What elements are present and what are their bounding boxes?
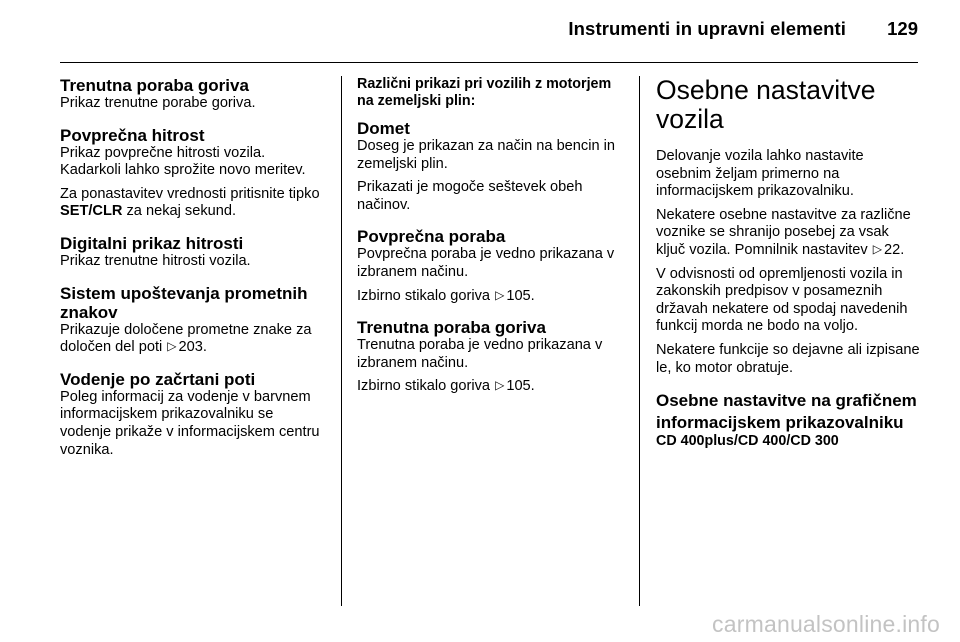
arrow-reference-icon: ▷ [495,287,505,302]
column-divider-2 [639,76,640,606]
text-span: Izbirno stikalo goriva [357,378,495,395]
section-text: Trenutna poraba je vedno prikazana v izbranem načinu. [357,337,603,371]
body-text [656,207,922,260]
text-span: Prikazuje določene prometne znake za določen del poti [60,321,312,356]
section-heading: Trenutna poraba goriva [357,318,546,338]
section-average-consumption [357,227,627,305]
column-divider-1 [341,76,342,606]
text-span: Izbirno stikalo goriva [357,287,495,304]
section-range [357,119,627,214]
section-text: Povprečna poraba je vedno prikazana v izbranem načinu. [357,246,615,280]
arrow-reference-icon: ▷ [495,378,505,393]
chapter-heading: Osebne nastavitve vozila [656,75,876,134]
text-span: Za ponastavitev vrednosti pritisnite tipko [60,185,320,202]
section-heading: Vodenje po začrtani poti [60,369,256,389]
section-heading: Domet [357,119,410,138]
section-text: Doseg je prikazan za način na bencin in zemeljski plin. [357,138,615,172]
chapter-title: Instrumenti in upravni elementi [568,18,846,39]
section-heading: Trenutna poraba goriva [60,76,249,95]
page-reference-link[interactable]: 22. [883,241,905,258]
body-text: Delovanje vozila lahko nastavite osebnim željam primerno na informacijskem prikazovalniku. [656,148,864,200]
section-text: Poleg informacij za vodenje v barvnem informacijskem prikazovalniku se vodenje prikaže v informacijskem centru voznika. [60,388,320,458]
section-heading: Digitalni prikaz hitrosti [60,233,244,253]
section-route-guidance [60,370,328,459]
watermark: carmanualsonline.info [712,611,940,637]
section-heading: Povprečna poraba [357,227,506,247]
text-span: za nekaj sekund. [122,203,237,220]
column-3 [656,76,922,459]
key-label: SET/CLR [60,203,123,220]
section-text [60,186,328,221]
page-reference-link[interactable]: 203. [178,339,207,356]
section-text: Prikaz povprečne hitrosti vozila. Kadarkoli lahko sprožite novo meritev. [60,144,306,179]
section-text [60,322,328,357]
spacer [656,377,922,390]
section-text: Prikaz trenutne hitrosti vozila. [60,252,251,269]
subheading: CD 400plus/CD 400/CD 300 [656,433,839,450]
section-text [357,288,627,306]
arrow-reference-icon: ▷ [167,339,177,354]
body-text: Nekatere funkcije so dejavne ali izpisane le, ko motor obratuje. [656,341,920,376]
section-average-speed [60,126,328,221]
column-2 [357,76,627,409]
section-current-consumption [357,318,627,396]
text-span: Nekatere osebne nastavitve za različne voznike se shranijo posebej za vsak ključ vozila. Pomnilnik nastavitev [656,206,911,258]
page-reference-link[interactable]: 105. [506,287,535,304]
section-text: Prikazati je mogoče seštevek obeh načinov. [357,179,583,213]
intro-heading: Različni prikazi pri vozilih z motorjem na zemeljski plin: [357,76,612,109]
section-heading: Sistem upoštevanja prometnih znakov [60,283,308,322]
column-1 [60,76,328,472]
page-reference-link[interactable]: 105. [506,378,535,395]
arrow-reference-icon: ▷ [872,241,882,256]
section-text [357,378,627,396]
body-text: V odvisnosti od opremljenosti vozila in zakonskih predpisov v posameznih državah nekatere od spodaj navedenih funkcij morda ne bodo na voljo. [656,265,908,335]
section-current-fuel [60,76,328,113]
section-text: Prikaz trenutne porabe goriva. [60,95,256,111]
page-header [60,0,918,63]
page-number: 129 [887,18,918,39]
section-heading: Osebne nastavitve na grafičnem informacijskem prikazovalniku [656,391,917,432]
section-heading: Povprečna hitrost [60,125,205,145]
section-digital-speed [60,234,328,271]
section-traffic-signs [60,284,328,357]
